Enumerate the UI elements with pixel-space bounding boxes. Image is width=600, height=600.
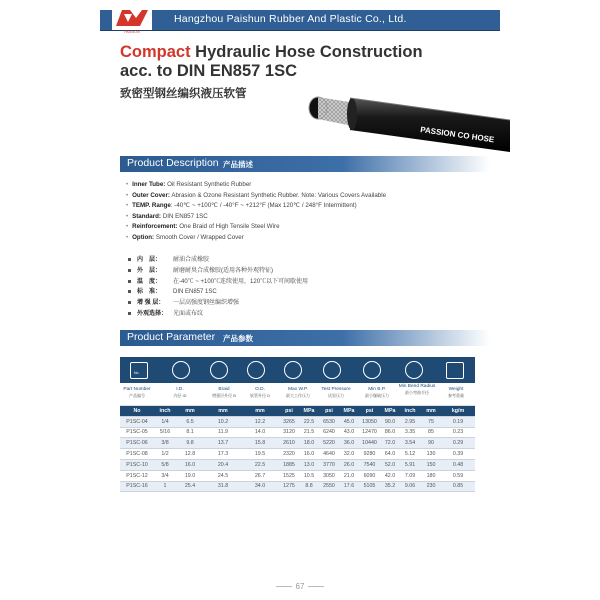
table-cell: 12.2 [242,416,278,427]
table-cell: 3/4 [154,470,176,481]
table-cell: 13.0 [300,459,318,470]
table-cell: 6090 [358,470,381,481]
table-cell: 26.7 [242,470,278,481]
table-cell: 150 [421,459,441,470]
table-cell: 8.1 [176,427,204,438]
table-cell: 7540 [358,459,381,470]
table-cell: 1 [154,481,176,492]
table-cell: P1SC-12 [120,470,154,481]
column-header: Part Number 产品编号 [123,387,151,398]
table-row [120,449,475,460]
table-cell: 10.5 [300,470,318,481]
page-title-cn: 致密型钢丝编织液压软管 [120,88,247,100]
no-label: No. [134,371,140,375]
table-header-row [120,383,475,406]
table-cell: 20.4 [204,459,242,470]
table-cell: 16.0 [300,449,318,460]
table-cell: 3265 [278,416,300,427]
burst-pressure-icon [363,361,381,379]
parameter-data-table [120,406,475,492]
table-cell: 2.95 [399,416,421,427]
table-cell: 0.48 [441,459,475,470]
table-cell: 21.5 [300,427,318,438]
table-cell: 0.59 [441,470,475,481]
table-cell: 5.12 [399,449,421,460]
table-cell: 2550 [318,481,340,492]
column-header: Braid 增强层外径 B [212,387,236,398]
list-item: 标 准： DIN EN857 1SC [128,287,308,298]
table-cell: P1SC-06 [120,438,154,449]
column-header: Weight 参考重量 [448,387,464,398]
column-header: I.D. 内径 ID [173,387,187,398]
list-item: • Standard: DIN EN857 1SC [126,212,208,220]
table-cell: 180 [421,470,441,481]
table-cell: 85 [421,427,441,438]
outer-diameter-icon [247,361,265,379]
company-name: Hangzhou Paishun Rubber And Plastic Co., Ltd. [174,13,407,25]
table-cell: 64.0 [381,449,399,460]
table-cell: 24.5 [204,470,242,481]
list-item: • Reinforcement: One Braid of High Tensile Steel Wire [126,223,280,231]
table-cell: 31.8 [204,481,242,492]
table-cell: 1/4 [154,416,176,427]
table-cell: 14.0 [242,427,278,438]
table-cell: 13.7 [204,438,242,449]
table-cell: 9280 [358,449,381,460]
table-row [120,427,475,438]
page-title-line2: acc. to DIN EN857 1SC [120,62,297,80]
section-title: Product Parameter [127,331,216,343]
title-rest: Hydraulic Hose Construction [190,43,423,61]
page-title [120,43,423,62]
table-cell: 21.0 [340,470,358,481]
table-cell: 5105 [358,481,381,492]
hose-image [300,88,510,153]
column-header: O.D. 软管外径 D [250,387,270,398]
column-header: Max W.P. 最大工作压力 [286,387,310,398]
table-cell: 3050 [318,470,340,481]
table-cell: 17.6 [340,481,358,492]
table-cell: P1SC-16 [120,481,154,492]
table-cell: 12.8 [176,449,204,460]
table-cell: 86.0 [381,427,399,438]
table-cell: 5/16 [154,427,176,438]
table-cell: 43.0 [340,427,358,438]
table-cell: P1SC-08 [120,449,154,460]
table-cell: 32.0 [340,449,358,460]
table-row [120,470,475,481]
list-item: • TEMP. Range: -40℃ ~ +100℃ / -40°F ~ +212°F (Max 120℃ / 248°F Intermittent) [126,202,357,210]
table-cell: 90.0 [381,416,399,427]
table-cell: 19.0 [176,470,204,481]
table-cell: 75 [421,416,441,427]
section-product-description [120,156,490,172]
table-cell: 16.0 [176,459,204,470]
table-cell: 45.0 [340,416,358,427]
table-cell: 26.0 [340,459,358,470]
weight-icon [446,362,464,379]
braid-diameter-icon [210,361,228,379]
table-cell: 0.85 [441,481,475,492]
table-cell: 90 [421,438,441,449]
table-cell: P1SC-10 [120,459,154,470]
table-cell: 0.39 [441,449,475,460]
list-item: 温 度： 在-40℃ ~ +100℃连续使用，120℃以下可间歇使用 [128,277,308,288]
table-cell: P1SC-04 [120,416,154,427]
table-cell: 13050 [358,416,381,427]
page-number: 67 [0,582,600,591]
svg-text:PASSION: PASSION [124,30,140,34]
table-cell: 36.0 [340,438,358,449]
table-cell: 1/2 [154,449,176,460]
table-cell: 2610 [278,438,300,449]
table-cell: 0.23 [441,427,475,438]
table-cell: 3/8 [154,438,176,449]
table-cell: 6530 [318,416,340,427]
list-item: 外 层： 耐磨耐臭合成橡胶(适用各种外观特征) [128,266,308,277]
table-cell: 1525 [278,470,300,481]
inner-diameter-icon [172,361,190,379]
table-row [120,459,475,470]
table-cell: 5/8 [154,459,176,470]
test-pressure-icon [323,361,341,379]
working-pressure-icon [284,361,302,379]
table-cell: 52.0 [381,459,399,470]
title-accent: Compact [120,43,191,61]
table-row [120,438,475,449]
table-cell: 3.35 [399,427,421,438]
parameter-table [120,357,475,492]
table-cell: 5.91 [399,459,421,470]
table-cell: 34.0 [242,481,278,492]
table-cell: 11.9 [204,427,242,438]
table-row [120,481,475,492]
table-cell: 18.0 [300,438,318,449]
list-item: 增 强 层： 一层高强度钢丝编织增强 [128,298,308,309]
column-header: Test Pressure 试验压力 [321,387,351,398]
description-list [126,180,496,244]
column-header: Min B.P. 最小爆破压力 [365,387,389,398]
column-header: Min Bend Radius 最小弯曲半径 [398,384,436,395]
table-cell: 1275 [278,481,300,492]
company-logo [112,6,152,34]
table-cell: 1885 [278,459,300,470]
section-title: Product Description [127,157,219,169]
table-cell: 10440 [358,438,381,449]
table-cell: 0.29 [441,438,475,449]
section-title-cn: 产品描述 [223,160,253,169]
table-row [120,416,475,427]
table-cell: 3120 [278,427,300,438]
table-cell: 3770 [318,459,340,470]
table-cell: 9.8 [176,438,204,449]
table-cell: 0.19 [441,416,475,427]
table-cell: 8.8 [300,481,318,492]
description-list-cn [128,255,308,320]
table-cell: 22.5 [300,416,318,427]
section-product-parameter [120,330,490,346]
table-cell: 12470 [358,427,381,438]
table-cell: 7.09 [399,470,421,481]
list-item: • Outer Cover: Abrasion & Ozone Resistant Synthetic Rubber. Note: Various Covers Available [126,191,387,199]
list-item: • Option: Smooth Cover / Wrapped Cover [126,233,244,241]
table-cell: 10.2 [204,416,242,427]
table-icon-row [120,357,475,383]
table-cell: 6.5 [176,416,204,427]
table-cell: 17.3 [204,449,242,460]
table-cell: 35.2 [381,481,399,492]
table-cell: 72.0 [381,438,399,449]
table-cell: 15.8 [242,438,278,449]
table-body [120,416,475,492]
table-cell: 5220 [318,438,340,449]
table-cell: 42.0 [381,470,399,481]
hose-label: PASSION CO HOSE [419,125,495,145]
list-item: 外观选择： 光面或布纹 [128,309,308,320]
table-cell: 2320 [278,449,300,460]
list-item: 内 层： 耐油合成橡胶 [128,255,308,266]
section-title-cn: 产品参数 [223,334,253,343]
table-cell: 22.5 [242,459,278,470]
table-cell: 9.06 [399,481,421,492]
table-cell: 25.4 [176,481,204,492]
table-cell: P1SC-05 [120,427,154,438]
table-cell: 6240 [318,427,340,438]
table-cell: 19.5 [242,449,278,460]
table-cell: 130 [421,449,441,460]
table-unit-row: No inch mm mm mm psi MPa psi MPa psi MPa inch mm kg/m [120,406,475,416]
table-cell: 4640 [318,449,340,460]
table-cell: 230 [421,481,441,492]
table-cell: 3.54 [399,438,421,449]
list-item: • Inner Tube: Oil Resistant Synthetic Rubber [126,181,252,188]
bend-radius-icon [405,361,423,379]
